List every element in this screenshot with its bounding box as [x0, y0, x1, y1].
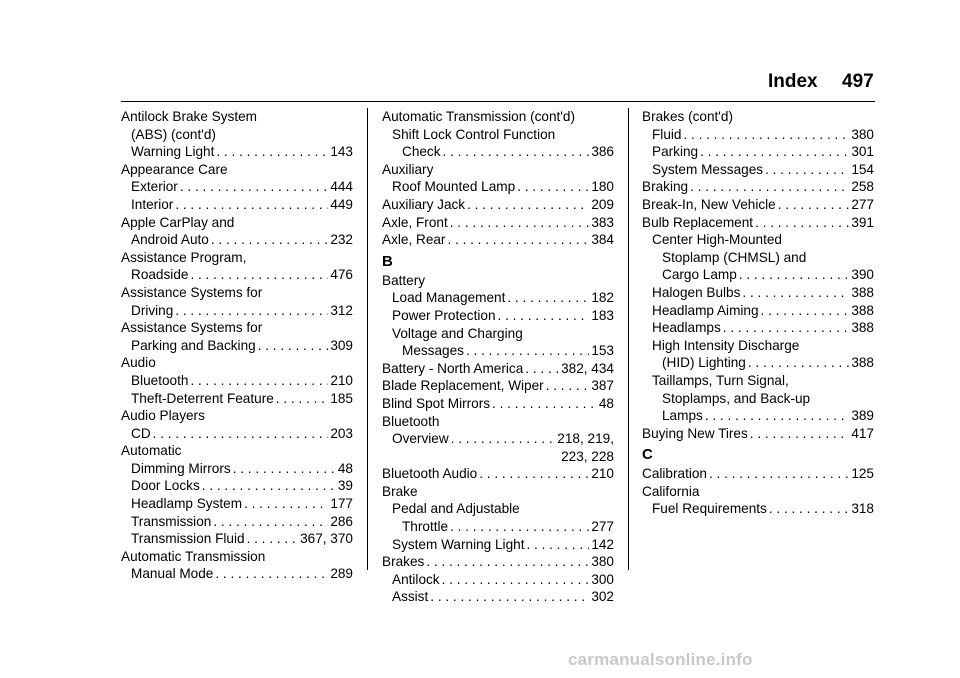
index-entry — [642, 354, 874, 372]
index-page-ref: 388 — [851, 355, 874, 371]
index-entry-label: Bluetooth Audio — [382, 466, 478, 482]
dot-leader — [479, 465, 589, 483]
index-page-ref: 180 — [591, 179, 614, 195]
index-entry — [642, 337, 874, 355]
index-entry — [121, 214, 353, 232]
index-entry-label: Cargo Lamp — [662, 267, 737, 283]
index-page-ref: 444 — [330, 179, 353, 195]
index-entry-label: Auxiliary Jack — [382, 196, 466, 212]
dot-leader — [742, 284, 849, 302]
dot-leader — [507, 289, 589, 307]
index-entry-label: Braking — [642, 179, 689, 195]
index-page-ref: 318 — [851, 501, 874, 517]
index-page-ref: 48 — [598, 395, 614, 411]
index-entry — [382, 395, 614, 413]
index-entry — [382, 342, 614, 360]
dot-leader — [247, 530, 299, 548]
index-page-continuation: 223, 228 — [561, 448, 614, 464]
index-page-ref: 286 — [330, 513, 353, 529]
header-rule — [121, 101, 875, 102]
index-entry — [642, 483, 874, 501]
index-entry-label: Headlamp System — [131, 496, 243, 512]
index-entry — [642, 178, 874, 196]
index-entry-label: Automatic Transmission — [121, 548, 266, 564]
index-entry-label: Axle, Rear — [382, 232, 446, 248]
index-entry-label: Messages — [402, 343, 464, 359]
index-entry-label: Voltage and Charging — [392, 325, 523, 341]
index-entry-label: Brakes (cont'd) — [642, 109, 733, 124]
index-entry-label: Brake — [382, 483, 418, 499]
dot-leader — [755, 214, 849, 232]
index-entry-label: Power Protection — [392, 307, 496, 323]
index-entry — [382, 377, 614, 395]
index-page-ref: 143 — [330, 144, 353, 160]
index-entry-label: Transmission — [131, 513, 212, 529]
index-entry — [642, 196, 874, 214]
dot-leader — [426, 553, 589, 571]
index-entry-label: Blind Spot Mirrors — [382, 395, 491, 411]
index-column-3 — [642, 108, 874, 518]
index-page-ref: 218, 219, — [557, 431, 614, 447]
index-entry — [121, 495, 353, 513]
index-entry-label: Brakes — [382, 554, 425, 570]
index-entry-label: Axle, Front — [382, 214, 448, 230]
dot-leader — [447, 231, 589, 249]
index-page-ref: 210 — [591, 466, 614, 482]
index-entry — [382, 500, 614, 518]
index-entry-label: Check — [402, 144, 441, 160]
index-page-ref: 277 — [591, 519, 614, 535]
index-entry — [121, 126, 353, 144]
dot-leader — [244, 495, 328, 513]
index-entry — [121, 319, 353, 337]
index-entry-label: Assistance Systems for — [121, 320, 263, 336]
dot-leader — [683, 126, 849, 144]
index-entry-label: Halogen Bulbs — [652, 284, 741, 300]
index-entry-label: Fuel Requirements — [652, 501, 767, 517]
index-entry-label: (HID) Lighting — [662, 355, 746, 371]
index-page-ref: 209 — [591, 196, 614, 212]
watermark: carmanualsonline.info — [568, 650, 753, 669]
dot-leader — [276, 390, 329, 408]
index-entry — [382, 178, 614, 196]
index-entry — [642, 143, 874, 161]
index-entry-label: Roadside — [131, 267, 189, 283]
index-entry-label: Bluetooth — [382, 413, 440, 429]
index-entry — [642, 302, 874, 320]
index-entry-label: Antilock — [392, 571, 440, 587]
index-entry-label: Antilock Brake System — [121, 109, 257, 124]
index-page-ref: 232 — [330, 232, 353, 248]
index-entry — [121, 178, 353, 196]
page-header — [0, 71, 960, 101]
index-page-ref: 388 — [851, 302, 874, 318]
index-entry — [382, 126, 614, 144]
index-entry — [382, 483, 614, 501]
index-entry-label: Appearance Care — [121, 161, 228, 177]
index-entry-label: Parking — [652, 144, 699, 160]
index-entry — [121, 196, 353, 214]
index-entry-label: Interior — [131, 196, 174, 212]
index-column-2 — [382, 108, 614, 606]
index-page-ref: 300 — [591, 571, 614, 587]
dot-leader — [211, 231, 328, 249]
index-page-ref: 386 — [591, 144, 614, 160]
index-entry-label: Assistance Program, — [121, 249, 247, 265]
index-entry-label: Assist — [392, 589, 429, 605]
dot-leader — [216, 143, 328, 161]
dot-leader — [450, 518, 589, 536]
index-entry-label: High Intensity Discharge — [652, 337, 800, 353]
section-letter: B — [382, 252, 393, 270]
index-entry — [382, 108, 614, 126]
index-page-ref: 177 — [330, 496, 353, 512]
index-entry — [121, 565, 353, 583]
index-entry — [121, 108, 353, 126]
index-entry — [642, 284, 874, 302]
column-divider — [628, 108, 629, 570]
index-entry-label: Headlamp Aiming — [652, 302, 759, 318]
dot-leader — [778, 196, 850, 214]
index-entry-label: Fluid — [652, 126, 682, 142]
index-entry — [121, 425, 353, 443]
index-entry-label: Exterior — [131, 179, 178, 195]
index-page-ref: 258 — [851, 179, 874, 195]
index-page-ref: 142 — [591, 536, 614, 552]
dot-leader — [769, 500, 849, 518]
dot-leader — [723, 319, 850, 337]
dot-leader — [190, 266, 328, 284]
index-entry — [121, 407, 353, 425]
index-entry-label: Auxiliary — [382, 161, 434, 177]
index-entry-label: Taillamps, Turn Signal, — [652, 372, 789, 388]
dot-leader — [153, 425, 329, 443]
index-entry-label: Stoplamps, and Back-up — [662, 390, 811, 406]
index-entry-label: Calibration — [642, 466, 707, 482]
index-entry-label: Pedal and Adjustable — [392, 501, 520, 517]
index-page-ref: 125 — [851, 466, 874, 482]
index-page-ref: 383 — [591, 214, 614, 230]
index-entry — [121, 513, 353, 531]
index-entry-label: Assistance Systems for — [121, 284, 263, 300]
dot-leader — [761, 302, 850, 320]
index-entry-label: Theft-Deterrent Feature — [131, 390, 274, 406]
index-entry — [642, 319, 874, 337]
dot-leader — [450, 214, 590, 232]
index-entry — [121, 460, 353, 478]
index-entry — [121, 442, 353, 460]
index-page-ref: 48 — [337, 460, 353, 476]
index-page-ref: 277 — [851, 196, 874, 212]
index-entry-label: Stoplamp (CHMSL) and — [662, 249, 807, 265]
index-entry-label: Bulb Replacement — [642, 214, 754, 230]
index-page-ref: 153 — [591, 343, 614, 359]
index-entry-label: Battery — [382, 272, 426, 288]
index-entry-label: Apple CarPlay and — [121, 214, 235, 230]
dot-leader — [765, 161, 849, 179]
index-entry-label: Lamps — [662, 408, 703, 424]
index-page-ref: 309 — [330, 337, 353, 353]
index-entry-label: Door Locks — [131, 478, 200, 494]
index-entry — [642, 126, 874, 144]
index-entry — [121, 161, 353, 179]
index-entry-label: Android Auto — [131, 232, 209, 248]
index-entry — [121, 249, 353, 267]
index-entry — [382, 161, 614, 179]
index-page-ref: 301 — [851, 144, 874, 160]
index-page-ref: 380 — [851, 126, 874, 142]
index-entry — [382, 465, 614, 483]
dot-leader — [202, 477, 336, 495]
index-page-ref: 210 — [330, 372, 353, 388]
index-entry — [121, 284, 353, 302]
dot-leader — [748, 354, 849, 372]
index-entry-label: Audio Players — [121, 408, 205, 424]
index-entry — [382, 325, 614, 343]
index-entry-label: Transmission Fluid — [131, 531, 245, 547]
index-entry-label: Break-In, New Vehicle — [642, 196, 776, 212]
index-entry-label: System Warning Light — [392, 536, 525, 552]
index-entry — [382, 231, 614, 249]
index-page-ref: 417 — [851, 425, 874, 441]
dot-leader — [442, 571, 590, 589]
index-page-ref: 302 — [591, 589, 614, 605]
index-entry-label: Headlamps — [652, 320, 721, 336]
index-page-ref: 476 — [330, 267, 353, 283]
index-entry-label: Driving — [131, 302, 174, 318]
dot-leader — [443, 143, 590, 161]
index-entry-label: Parking and Backing — [131, 337, 256, 353]
index-entry-label: Blade Replacement, Wiper — [382, 378, 544, 394]
index-entry-label: Warning Light — [131, 144, 215, 160]
index-entry-label: Automatic Transmission (cont'd) — [382, 109, 575, 124]
dot-leader — [451, 430, 556, 448]
index-page-ref: 182 — [591, 290, 614, 306]
index-entry — [382, 272, 614, 290]
dot-leader — [175, 302, 328, 320]
page-title: Index — [768, 71, 818, 92]
index-entry-label: Bluetooth — [131, 372, 189, 388]
dot-leader — [709, 465, 849, 483]
dot-leader — [690, 178, 849, 196]
index-entry-label: Center High-Mounted — [652, 232, 782, 248]
index-page-ref: 185 — [330, 390, 353, 406]
dot-leader — [526, 536, 589, 554]
dot-leader — [233, 460, 336, 478]
index-page-ref: 154 — [851, 161, 874, 177]
dot-leader — [705, 407, 850, 425]
index-entry-label: Automatic — [121, 443, 182, 459]
column-divider — [367, 108, 368, 570]
index-entry — [121, 143, 353, 161]
index-entry — [382, 214, 614, 232]
index-entry — [642, 390, 874, 408]
page-number: 497 — [842, 71, 874, 92]
dot-leader — [525, 360, 559, 378]
dot-leader — [190, 372, 328, 390]
section-letter: C — [642, 446, 653, 464]
index-entry — [642, 249, 874, 267]
index-page-ref: 289 — [330, 566, 353, 582]
index-entry — [642, 266, 874, 284]
index-page-ref: 203 — [330, 425, 353, 441]
index-entry — [382, 553, 614, 571]
index-page-ref: 387 — [591, 378, 614, 394]
index-entry-label: Throttle — [402, 519, 449, 535]
index-entry — [642, 500, 874, 518]
index-entry-label: CD — [131, 425, 151, 441]
index-page-ref: 380 — [591, 554, 614, 570]
index-entry — [382, 413, 614, 431]
index-page-ref: 183 — [591, 307, 614, 323]
index-entry — [382, 430, 614, 448]
index-entry — [121, 477, 353, 495]
index-entry — [642, 465, 874, 483]
dot-leader — [258, 337, 329, 355]
index-page-ref: 384 — [591, 232, 614, 248]
index-entry — [642, 108, 874, 126]
index-entry — [642, 372, 874, 390]
index-entry-label: Load Management — [392, 290, 506, 306]
index-column-1 — [121, 108, 353, 583]
dot-leader — [175, 196, 328, 214]
index-entry-label: Overview — [392, 431, 449, 447]
index-entry — [121, 337, 353, 355]
index-entry — [121, 231, 353, 249]
index-page-ref: 449 — [330, 196, 353, 212]
index-entry — [121, 302, 353, 320]
index-page-ref: 382, 434 — [561, 360, 614, 376]
index-entry — [382, 571, 614, 589]
index-entry — [121, 548, 353, 566]
index-entry — [382, 289, 614, 307]
index-entry — [121, 354, 353, 372]
index-entry-label: Buying New Tires — [642, 425, 748, 441]
index-entry-label: (ABS) (cont'd) — [131, 126, 216, 142]
index-entry — [382, 196, 614, 214]
index-entry — [121, 372, 353, 390]
index-entry — [121, 266, 353, 284]
dot-leader — [700, 143, 849, 161]
dot-leader — [750, 425, 850, 443]
index-page-ref: 312 — [330, 302, 353, 318]
index-page-ref: 388 — [851, 320, 874, 336]
index-entry — [642, 231, 874, 249]
index-page-ref: 389 — [851, 408, 874, 424]
index-entry-label: Roof Mounted Lamp — [392, 179, 516, 195]
index-entry — [121, 390, 353, 408]
index-page-ref: 391 — [851, 214, 874, 230]
index-entry — [382, 588, 614, 606]
index-entry — [642, 425, 874, 443]
index-entry — [382, 307, 614, 325]
dot-leader — [517, 178, 589, 196]
dot-leader — [215, 565, 328, 583]
dot-leader — [492, 395, 597, 413]
dot-leader — [466, 342, 589, 360]
index-entry-label: Dimming Mirrors — [131, 460, 231, 476]
index-entry-label: Audio — [121, 355, 156, 371]
dot-leader — [467, 196, 589, 214]
index-entry — [382, 360, 614, 378]
index-entry-label: Battery - North America — [382, 360, 524, 376]
index-page-ref: 39 — [337, 478, 353, 494]
index-entry — [121, 530, 353, 548]
dot-leader — [546, 377, 590, 395]
index-page-ref: 388 — [851, 284, 874, 300]
index-entry — [642, 407, 874, 425]
index-page-ref: 390 — [851, 267, 874, 283]
index-entry-label: California — [642, 483, 700, 499]
index-entry — [382, 143, 614, 161]
index-entry-label: Manual Mode — [131, 566, 214, 582]
index-page-ref: 367, 370 — [300, 531, 353, 547]
index-entry — [382, 518, 614, 536]
index-entry-label: Shift Lock Control Function — [392, 126, 556, 142]
index-entry — [642, 161, 874, 179]
index-entry-label: System Messages — [652, 161, 764, 177]
dot-leader — [739, 266, 850, 284]
dot-leader — [498, 307, 590, 325]
dot-leader — [180, 178, 328, 196]
index-entry — [642, 214, 874, 232]
dot-leader — [213, 513, 328, 531]
dot-leader — [430, 588, 589, 606]
index-entry — [382, 536, 614, 554]
